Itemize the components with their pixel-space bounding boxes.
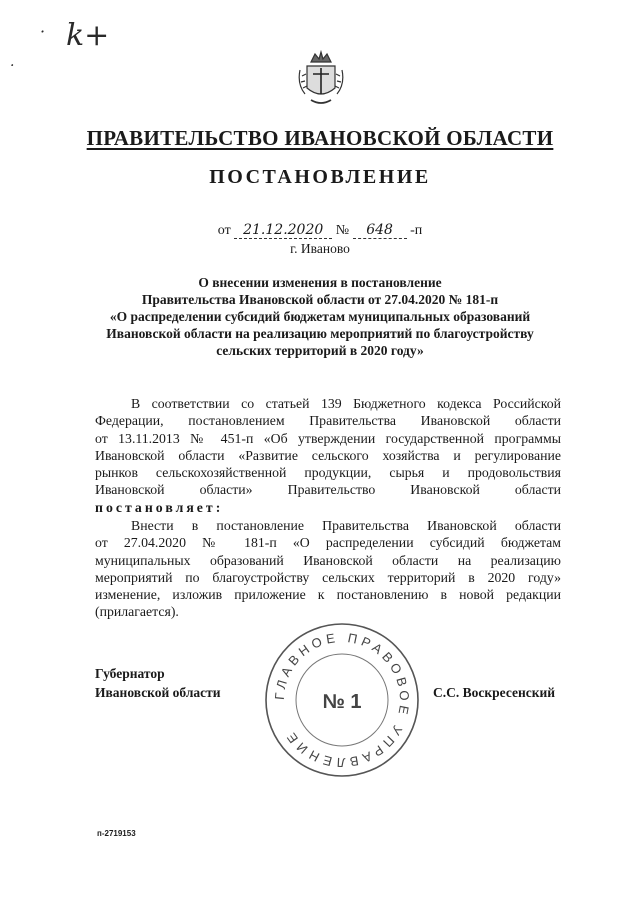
from-label: от <box>217 223 231 238</box>
decrees-word: постановляет: <box>95 499 224 515</box>
number-label: № <box>335 223 350 238</box>
decree-subject <box>0 274 640 359</box>
body-line: от 27.04.2020 № 181-п «О распределении субсидий бюджетам <box>95 535 561 551</box>
signature-position <box>95 664 221 702</box>
preamble-line: от 13.11.2013 № 451-п «Об утверждении государственной программы <box>95 430 561 446</box>
body-line: муниципальных образований Ивановской области на реализацию <box>95 552 561 568</box>
decree-body <box>95 517 561 621</box>
subject-line: О внесении изменения в постановление <box>198 275 442 290</box>
position-line: Ивановской области <box>95 685 221 700</box>
stamp-center-text: № 1 <box>322 691 362 713</box>
preamble-line: Ивановской области «Развитие сельского хозяйства и регулирование <box>95 447 561 463</box>
stamp-ring-text: ГЛАВНОЕ ПРАВОВОЕ УПРАВЛЕНИЕ <box>271 629 413 771</box>
city: г. Иваново <box>290 241 350 256</box>
subject-line: «О распределении субсидий бюджетам муниципальных образований <box>109 309 531 324</box>
decree-number-line <box>0 222 640 239</box>
body-line: (прилагается). <box>95 604 179 620</box>
decree-number: 648 <box>353 222 407 239</box>
preamble-line: Федерации, постановлением Правительства Ивановской области <box>95 413 561 429</box>
preamble-line: рынков сельскохозяйственной продукции, сырья и продовольствия <box>95 465 561 481</box>
government-title: ПРАВИТЕЛЬСТВО ИВАНОВСКОЙ ОБЛАСТИ <box>86 126 554 150</box>
preamble <box>95 395 561 516</box>
subject-line: Ивановской области на реализацию мероприятий по благоустройству <box>106 326 534 341</box>
handwritten-dot: · <box>40 22 46 41</box>
subject-line: сельских территорий в 2020 году» <box>216 343 424 358</box>
preamble-line: В соответствии со статьей 139 Бюджетного кодекса Российской <box>131 396 561 411</box>
position-line: Губернатор <box>95 666 165 681</box>
body-line: изменение, изложив приложение к постановлению в новой редакции <box>95 587 561 603</box>
number-suffix: -п <box>410 223 423 238</box>
signatory-name: С.С. Воскресенский <box>433 685 556 700</box>
footer-code: п-2719153 <box>97 829 136 838</box>
body-line: мероприятий по благоустройству сельских территорий в 2020 году» <box>95 569 561 585</box>
subject-line: Правительства Ивановской области от 27.04.2020 № 181-п <box>141 292 499 307</box>
handwritten-dot-2: · <box>10 58 15 74</box>
stamp <box>262 620 422 780</box>
preamble-line: Ивановской области» Правительство Ивановской области <box>95 482 561 498</box>
coat-of-arms-icon <box>297 50 345 108</box>
handwritten-mark: k+ <box>66 18 110 53</box>
document-type: ПОСТАНОВЛЕНИЕ <box>209 166 431 188</box>
body-line: Внести в постановление Правительства Ивановской области <box>131 518 561 533</box>
decree-date: 21.12.2020 <box>234 222 332 239</box>
